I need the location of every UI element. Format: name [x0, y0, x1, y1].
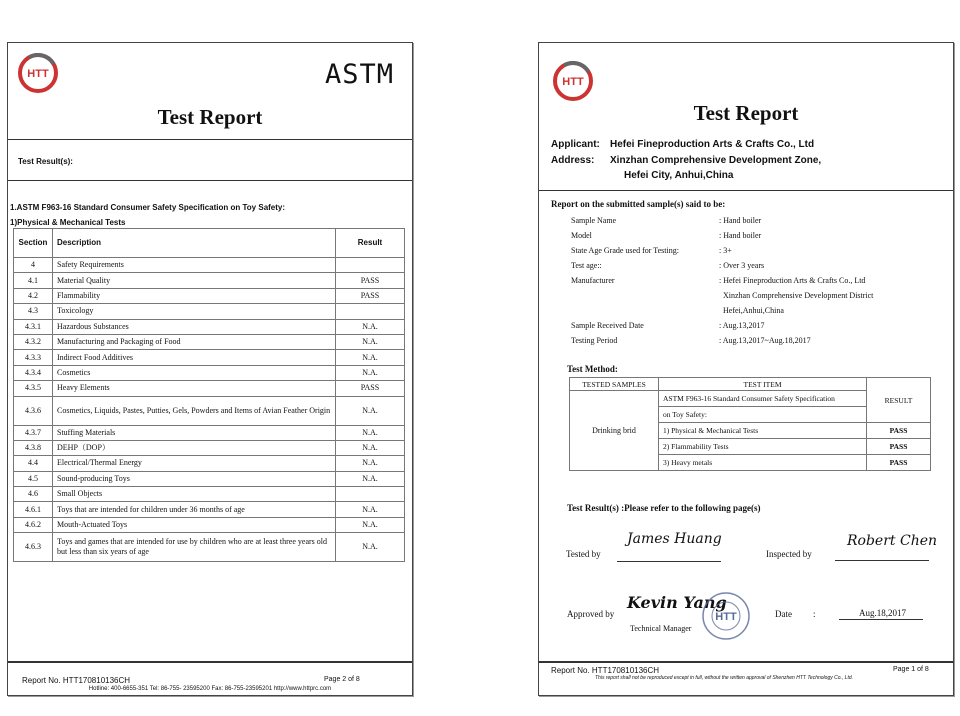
approved-by-label: Approved by	[567, 609, 615, 619]
row-section: 4	[14, 258, 53, 273]
row-description: Stuffing Materials	[53, 425, 336, 440]
row-result: N.A.	[336, 319, 405, 334]
method-sample: Drinking brid	[570, 391, 659, 471]
sample-heading: Report on the submitted sample(s) said to be:	[551, 199, 726, 209]
table-row	[14, 440, 405, 455]
row-section: 4.1	[14, 273, 53, 288]
table-row	[14, 396, 405, 425]
table-row	[14, 258, 405, 273]
row-result: N.A.	[336, 517, 405, 532]
row-section: 4.6.1	[14, 502, 53, 517]
row-description: Hazardous Substances	[53, 319, 336, 334]
method-col-result: RESULT	[867, 378, 931, 423]
sample-value: : Hefei Fineproduction Arts & Crafts Co., Ltd	[719, 276, 866, 285]
row-description: Flammability	[53, 288, 336, 303]
row-section: 4.6.3	[14, 533, 53, 562]
row-section: 4.3.4	[14, 365, 53, 380]
date-line	[839, 619, 923, 620]
method-result: PASS	[867, 455, 931, 471]
table-row	[14, 471, 405, 486]
company-stamp-icon	[701, 591, 751, 641]
table-row	[14, 381, 405, 396]
table-row	[14, 288, 405, 303]
row-description: Electrical/Thermal Energy	[53, 456, 336, 471]
row-section: 4.3.7	[14, 425, 53, 440]
method-table	[569, 377, 931, 471]
row-section: 4.5	[14, 471, 53, 486]
applicant-label: Applicant:	[551, 139, 600, 150]
received-label: Sample Received Date	[571, 321, 644, 330]
col-result: Result	[336, 229, 405, 258]
row-result: N.A.	[336, 456, 405, 471]
sample-value: : 3+	[719, 246, 732, 255]
footer-divider	[539, 661, 953, 663]
row-section: 4.6	[14, 487, 53, 502]
manufacturer-line-3: Hefei,Anhui,China	[723, 306, 784, 315]
row-description: Mouth-Actuated Toys	[53, 517, 336, 532]
results-note: Test Result(s) :Please refer to the following page(s)	[567, 503, 761, 513]
row-section: 4.2	[14, 288, 53, 303]
sample-label: Sample Name	[571, 216, 617, 225]
row-description: Indirect Food Additives	[53, 350, 336, 365]
sample-label: Model	[571, 231, 592, 240]
sample-value: : Hand boiler	[719, 231, 762, 240]
svg-text:HTT: HTT	[562, 76, 584, 88]
htt-logo-icon	[553, 61, 593, 101]
row-result: N.A.	[336, 334, 405, 349]
row-result	[336, 258, 405, 273]
row-section: 4.3.5	[14, 381, 53, 396]
row-description: Cosmetics, Liquids, Pastes, Putties, Gels, Powders and Items of Avian Feather Origin	[53, 396, 336, 425]
applicant-value: Hefei Fineproduction Arts & Crafts Co., Ltd	[610, 139, 815, 150]
method-item: 3) Heavy metals	[659, 455, 867, 471]
approved-by-signature: Kevin Yang	[627, 593, 727, 612]
row-section: 4.3	[14, 304, 53, 319]
row-section: 4.3.8	[14, 440, 53, 455]
method-heading: Test Method:	[567, 364, 618, 374]
date-colon: :	[813, 609, 816, 619]
sample-label: State Age Grade used for Testing:	[571, 246, 679, 255]
row-section: 4.4	[14, 456, 53, 471]
method-result: PASS	[867, 439, 931, 455]
row-description: Toxicology	[53, 304, 336, 319]
sub-heading: 1)Physical & Mechanical Tests	[10, 218, 126, 227]
row-result: N.A.	[336, 471, 405, 486]
table-row	[14, 456, 405, 471]
period-value: : Aug.13,2017~Aug.18,2017	[719, 336, 811, 345]
method-item: 1) Physical & Mechanical Tests	[659, 423, 867, 439]
row-description: DEHP（DOP）	[53, 440, 336, 455]
method-col-samples: TESTED SAMPLES	[570, 378, 659, 391]
row-result: N.A.	[336, 533, 405, 562]
svg-text:HTT: HTT	[715, 611, 737, 623]
table-row	[14, 365, 405, 380]
address-line-1: Xinzhan Comprehensive Development Zone,	[610, 155, 822, 166]
table-row	[14, 425, 405, 440]
col-description: Description	[53, 229, 336, 258]
svg-text:HTT: HTT	[27, 68, 49, 80]
date-value: Aug.18,2017	[859, 608, 906, 618]
table-row	[14, 273, 405, 288]
divider	[539, 190, 953, 191]
page-title: Test Report	[693, 101, 799, 125]
method-result: PASS	[867, 423, 931, 439]
footer-page: Page 2 of 8	[324, 676, 360, 683]
row-result: N.A.	[336, 440, 405, 455]
row-description: Manufacturing and Packaging of Food	[53, 334, 336, 349]
method-standard-line-1: ASTM F963-16 Standard Consumer Safety Specification	[659, 391, 867, 407]
row-section: 4.3.2	[14, 334, 53, 349]
report-page-1	[538, 42, 954, 696]
inspected-by-signature: Robert Chen	[847, 533, 938, 549]
table-row	[14, 517, 405, 532]
table-row	[14, 334, 405, 349]
received-value: : Aug.13,2017	[719, 321, 765, 330]
row-description: Safety Requirements	[53, 258, 336, 273]
htt-logo-icon	[18, 53, 58, 93]
row-section: 4.3.3	[14, 350, 53, 365]
row-description: Material Quality	[53, 273, 336, 288]
row-section: 4.3.1	[14, 319, 53, 334]
sample-label: Manufacturer	[571, 276, 615, 285]
footer-note: This report shall not be reproduced except in full, without the written approval of Shenzhen HTT Technology Co., Ltd.	[595, 675, 854, 681]
divider	[8, 180, 412, 181]
sample-value: : Over 3 years	[719, 261, 765, 270]
tested-by-label: Tested by	[566, 549, 601, 559]
date-label: Date	[775, 609, 792, 619]
address-line-2: Hefei City, Anhui,China	[624, 170, 734, 181]
tested-by-signature: James Huang	[627, 531, 722, 547]
spec-table	[13, 228, 405, 562]
row-result: N.A.	[336, 350, 405, 365]
report-page-2	[7, 42, 413, 696]
row-description: Toys and games that are intended for use by children who are at least three years old but less than six years of age	[53, 533, 336, 562]
footer-page: Page 1 of 8	[893, 666, 929, 673]
row-description: Cosmetics	[53, 365, 336, 380]
tested-by-line	[617, 561, 721, 562]
page-title: Test Report	[157, 105, 263, 129]
address-label: Address:	[551, 155, 595, 166]
row-result	[336, 304, 405, 319]
table-row	[14, 304, 405, 319]
inspected-by-label: Inspected by	[766, 549, 812, 559]
astm-brand: ASTM	[324, 59, 394, 90]
row-description: Small Objects	[53, 487, 336, 502]
table-row	[14, 502, 405, 517]
footer-contact: Hotline: 400-6655-351 Tel: 86-755- 23595200 Fax: 86-755-23595201 http://www.httprc.com	[88, 686, 332, 692]
technical-manager: Technical Manager	[630, 624, 692, 633]
method-col-item: TEST ITEM	[659, 378, 867, 391]
method-standard-line-2: on Toy Safety:	[659, 407, 867, 423]
table-row	[14, 350, 405, 365]
row-section: 4.6.2	[14, 517, 53, 532]
table-row	[14, 487, 405, 502]
row-result: N.A.	[336, 396, 405, 425]
row-section: 4.3.6	[14, 396, 53, 425]
footer-divider	[8, 661, 412, 663]
footer-report-no: Report No. HTT170810136CH	[551, 666, 660, 675]
inspected-by-line	[835, 560, 929, 561]
divider	[8, 139, 412, 140]
row-result: PASS	[336, 381, 405, 396]
row-result: PASS	[336, 288, 405, 303]
table-row	[14, 533, 405, 562]
row-result: N.A.	[336, 502, 405, 517]
standard-heading: 1.ASTM F963-16 Standard Consumer Safety Specification on Toy Safety:	[10, 203, 286, 212]
row-result: N.A.	[336, 365, 405, 380]
table-row	[14, 319, 405, 334]
method-item: 2) Flammability Tests	[659, 439, 867, 455]
row-description: Toys that are intended for children under 36 months of age	[53, 502, 336, 517]
col-section: Section	[14, 229, 53, 258]
row-description: Sound-producing Toys	[53, 471, 336, 486]
test-results-label: Test Result(s):	[18, 157, 73, 166]
sample-value: : Hand boiler	[719, 216, 762, 225]
row-result	[336, 487, 405, 502]
row-result: PASS	[336, 273, 405, 288]
manufacturer-line-2: Xinzhan Comprehensive Development District	[723, 291, 874, 300]
sample-label: Test age::	[571, 261, 602, 270]
row-description: Heavy Elements	[53, 381, 336, 396]
period-label: Testing Period	[571, 336, 618, 345]
row-result: N.A.	[336, 425, 405, 440]
footer-report-no: Report No. HTT170810136CH	[22, 676, 131, 685]
